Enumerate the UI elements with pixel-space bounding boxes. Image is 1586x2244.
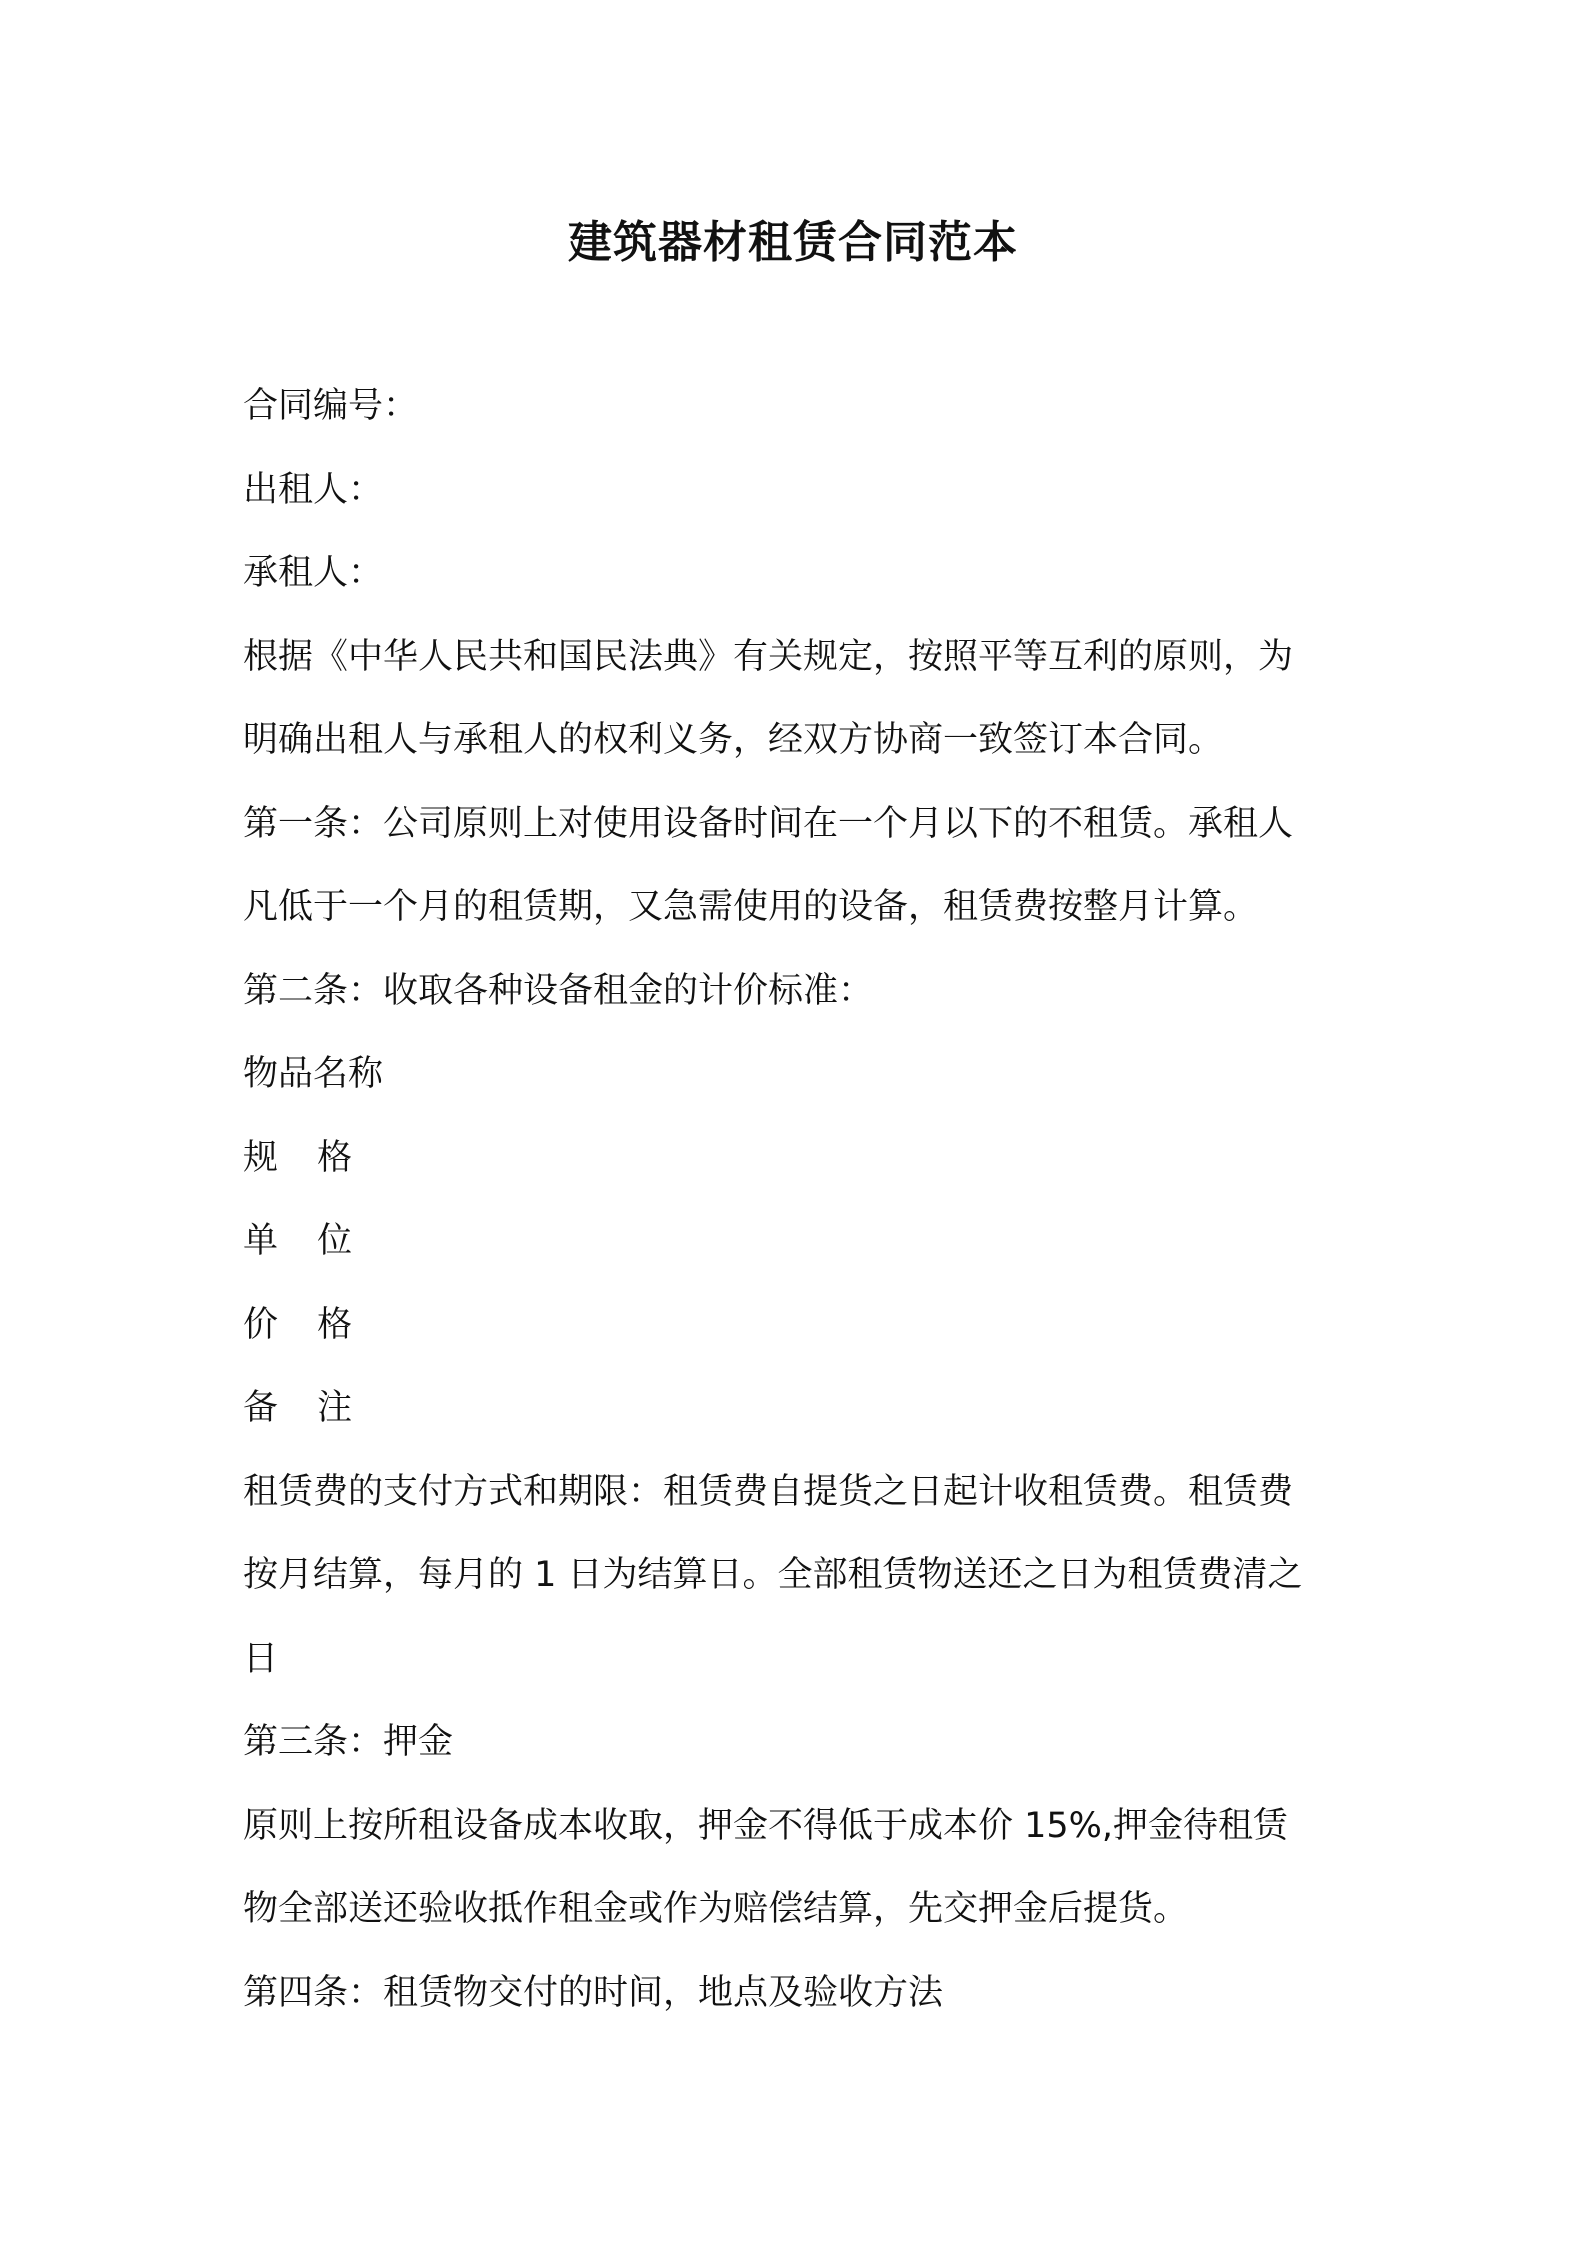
remarks-label: 备 注 (243, 1388, 367, 1428)
contract-number-line: 合同编号： (243, 386, 419, 426)
lessee-line: 承租人： (243, 553, 384, 593)
article-1-line-2: 凡低于一个月的租赁期，又急需使用的设备，租赁费按整月计算。 (243, 887, 1259, 927)
payment-line-1: 租赁费的支付方式和期限：租赁费自提货之日起计收租赁费。租赁费 (243, 1471, 1294, 1512)
deposit-line-2: 物全部送还验收抵作租金或作为赔偿结算，先交押金后提货。 (243, 1889, 1189, 1929)
unit-label: 单 位 (243, 1221, 367, 1261)
spec-label: 规 格 (243, 1137, 367, 1178)
document-body (243, 365, 1363, 2035)
preamble-line-2: 明确出租人与承租人的权利义务，经双方协商一致签订本合同。 (243, 720, 1224, 760)
deposit-line-1: 原则上按所租设备成本收取，押金不得低于成本价 15%,押金待租赁 (243, 1805, 1289, 1846)
article-1-line-1: 第一条：公司原则上对使用设备时间在一个月以下的不租赁。承租人 (243, 803, 1294, 844)
article-4-heading: 第四条：租赁物交付的时间，地点及验收方法 (243, 1972, 944, 2013)
item-name-label: 物品名称 (243, 1054, 384, 1094)
price-label: 价 格 (243, 1304, 367, 1345)
article-2-heading: 第二条：收取各种设备租金的计价标准： (243, 970, 874, 1011)
payment-line-3: 日 (243, 1638, 279, 1679)
payment-line-2: 按月结算，每月的 1 日为结算日。全部租赁物送还之日为租赁费清之 (243, 1555, 1303, 1595)
preamble-line-1: 根据《中华人民共和国民法典》有关规定，按照平等互利的原则，为 (243, 636, 1294, 677)
lessor-line: 出租人： (243, 469, 384, 510)
document-title: 建筑器材租赁合同范本 (568, 217, 1018, 268)
article-3-heading: 第三条：押金 (243, 1722, 454, 1762)
